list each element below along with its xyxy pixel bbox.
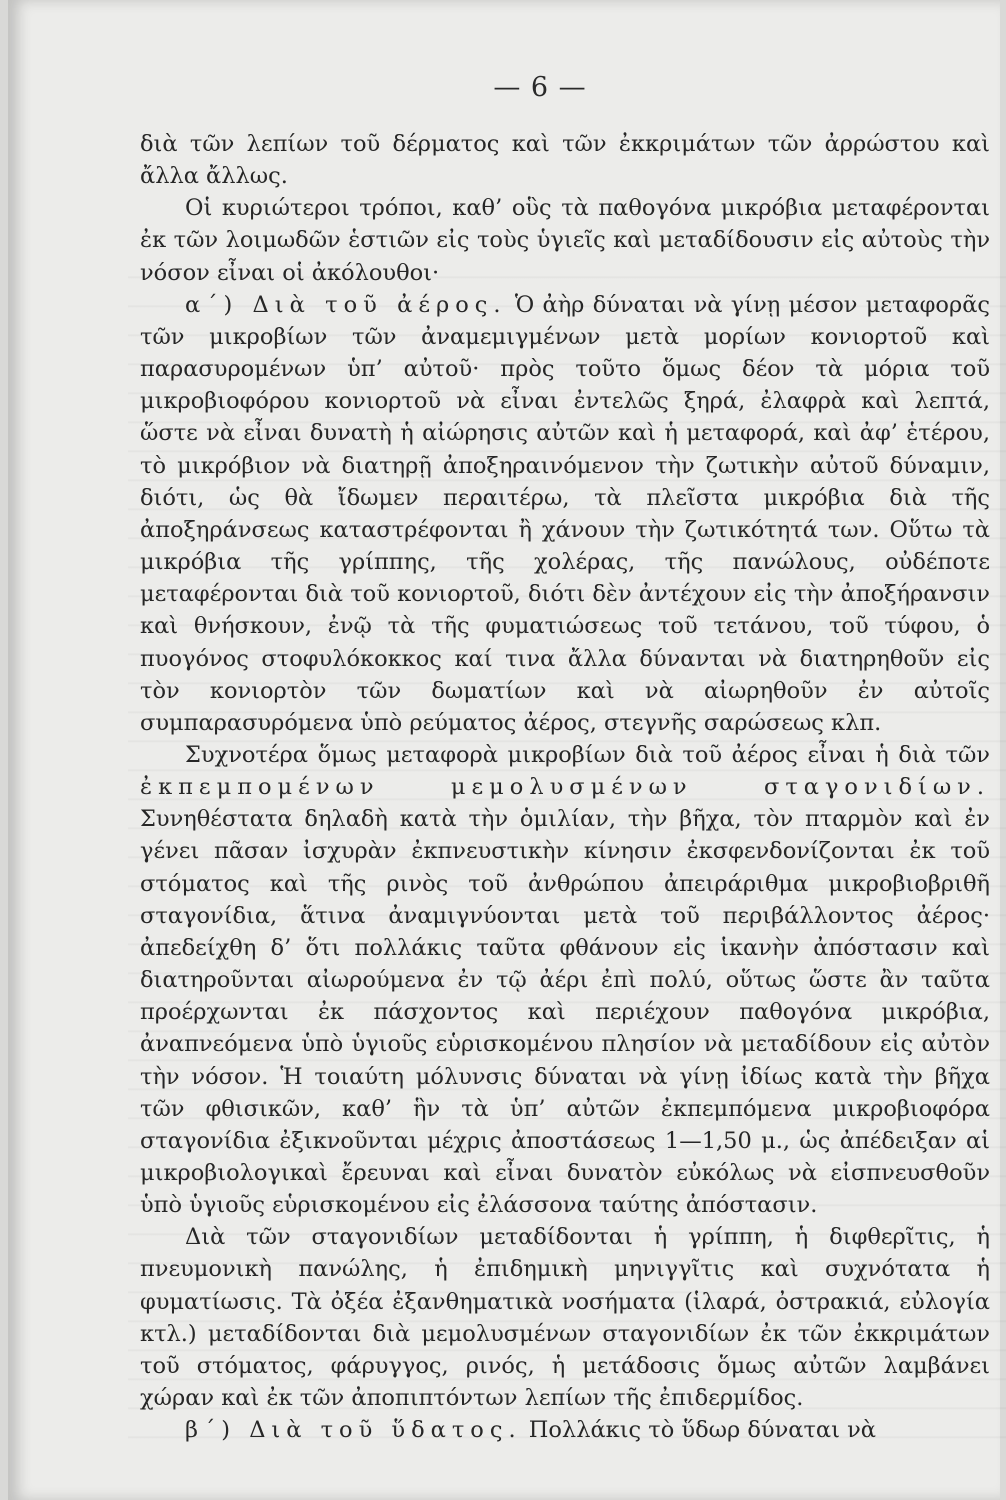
paragraph-text: διὰ τῶν λεπίων τοῦ δέρματος καὶ τῶν ἐκκριμάτων τῶν ἀρρώστου καὶ ἄλλα ἄλλως. xyxy=(140,131,990,190)
paragraph-text: Συχνοτέρα ὅμως μεταφορὰ μικροβίων διὰ τοῦ ἀέρος εἶναι ἡ διὰ τῶν xyxy=(185,741,990,768)
section-heading-water: β΄) Διὰ τοῦ ὕδατος. xyxy=(185,1417,522,1444)
emphasized-phrase: ἐκπεμπομένων μεμολυσμένων σταγονιδίων. xyxy=(140,774,990,801)
paragraph-text: Πολλάκις τὸ ὕδωρ δύναται νὰ xyxy=(521,1417,876,1444)
paragraph-droplet-transmission xyxy=(140,739,990,1221)
page-number: — 6 — xyxy=(493,72,587,103)
paragraph-text: Ὁ ἀὴρ δύναται νὰ γίνῃ μέσον μεταφορᾶς τῶν μικροβίων τῶν ἀναμεμιγμένων μετὰ μορίων κονιορτοῦ καὶ παρασυρομένων ὑπ’ αὐτοῦ· πρὸς τοῦτο ὅμως δέον τὰ μόρια τοῦ μικροβιοφόρου κονιορτοῦ νὰ εἶναι ἐντελῶς ξηρά, ἐλαφρὰ καὶ λεπτά, ὥστε νὰ εἶναι δυνατὴ ἡ αἰώρησις αὐτῶν καὶ ἡ μεταφορά, καὶ ἀφ’ ἑτέρου, τὸ μικρόβιον νὰ διατηρῇ ἀποξηραινόμενον τὴν ζωτικὴν αὐτοῦ δύναμιν, διότι, ὡς θὰ ἴδωμεν περαιτέρω, τὰ πλεῖστα μικρόβια διὰ τῆς ἀποξηράνσεως καταστρέφονται ἢ χάνουν τὴν ζωτικότητά των. Οὕτω τὰ μικρόβια τῆς γρίππης, τῆς χολέρας, τῆς πανώλους, οὐδέποτε μεταφέρονται διὰ τοῦ κονιορτοῦ, διότι δὲν ἀντέχουν εἰς τὴν ἀποξήρανσιν καὶ θνήσκουν, ἐνῷ τὰ τῆς φυματιώσεως τοῦ τετάνου, τοῦ τύφου, ὁ πυογόνος στοφυλόκοκκος καί τινα ἄλλα δύνανται νὰ διατηρηθοῦν εἰς τὸν κονιορτὸν τῶν δωματίων καὶ νὰ αἰωρηθοῦν ἐν αὐτοῖς συμπαρασυρόμενα ὑπὸ ρεύματος ἀέρος, στεγνῆς σαρώσεως κλπ. xyxy=(140,291,990,736)
section-heading-air: α΄) Διὰ τοῦ ἀέρος. xyxy=(185,291,507,318)
paragraph-transmission-routes xyxy=(140,192,990,288)
paragraph-water-transmission xyxy=(140,1414,990,1446)
paragraph-droplet-diseases xyxy=(140,1221,990,1414)
document-body xyxy=(140,128,990,1446)
paragraph-air-transmission xyxy=(140,289,990,739)
paragraph-continuation xyxy=(140,128,990,192)
paragraph-text: Οἱ κυριώτεροι τρόποι, καθ’ οὓς τὰ παθογόνα μικρόβια μεταφέρονται ἐκ τῶν λοιμωδῶν ἑστιῶν εἰς τοὺς ὑγιεῖς καὶ μεταδίδουσιν εἰς αὐτοὺς τὴν νόσον εἶναι οἱ ἀκόλουθοι· xyxy=(140,195,990,286)
paragraph-text: Διὰ τῶν σταγονιδίων μεταδίδονται ἡ γρίππη, ἡ διφθερῖτις, ἡ πνευμονικὴ πανώλης, ἡ ἐπιδημικὴ μηνιγγῖτις καὶ συχνότατα ἡ φυματίωσις. Τὰ ὀξέα ἐξανθηματικὰ νοσήματα (ἱλαρά, ὀστρακιά, εὐλογία κτλ.) μεταδίδονται διὰ μεμολυσμένων σταγονιδίων ἐκ τῶν ἐκκριμάτων τοῦ στόματος, φάρυγγος, ρινός, ἡ μετάδοσις ὅμως αὐτῶν λαμβάνει χώραν καὶ ἐκ τῶν ἀποπιπτόντων λεπίων τῆς ἐπιδερμίδος. xyxy=(140,1224,990,1412)
paragraph-text: Συνηθέστατα δηλαδὴ κατὰ τὴν ὁμιλίαν, τὴν βῆχα, τὸν πταρμὸν καὶ ἐν γένει πᾶσαν ἰσχυρὰν ἐκπνευστικὴν κίνησιν ἐκσφενδονίζονται ἐκ τοῦ στόματος καὶ τῆς ρινὸς τοῦ ἀνθρώπου ἀπειράριθμα μικροβιοβριθῆ σταγονίδια, ἅτινα ἀναμιγνύονται μετὰ τοῦ περιβάλλοντος ἀέρος· ἀπεδείχθη δ’ ὅτι πολλάκις ταῦτα φθάνουν εἰς ἱκανὴν ἀπόστασιν καὶ διατηροῦνται αἰωρούμενα ἐν τῷ ἀέρι ἐπὶ πολύ, οὕτως ὥστε ἂν ταῦτα προέρχωνται ἐκ πάσχοντος καὶ περιέχουν παθογόνα μικρόβια, ἀναπνεόμενα ὑπὸ ὑγιοῦς εὑρισκομένου πλησίον νὰ μεταδίδουν εἰς αὐτὸν τὴν νόσον. Ἡ τοιαύτη μόλυνσις δύναται νὰ γίνῃ ἰδίως κατὰ τὴν βῆχα τῶν φθισικῶν, καθ’ ἣν τὰ ὑπ’ αὐτῶν ἐκπεμπόμενα μικροβιοφόρα σταγονίδια ἐξικνοῦνται μέχρις ἀποστάσεως 1—1,50 μ., ὡς ἀπέδειξαν αἱ μικροβιολογικαὶ ἔρευναι καὶ εἶναι δυνατὸν εὐκόλως νὰ εἰσπνευσθοῦν ὑπὸ ὑγιοῦς εὑρισκομένου εἰς ἐλάσσονα ταύτης ἀπόστασιν. xyxy=(140,806,990,1219)
